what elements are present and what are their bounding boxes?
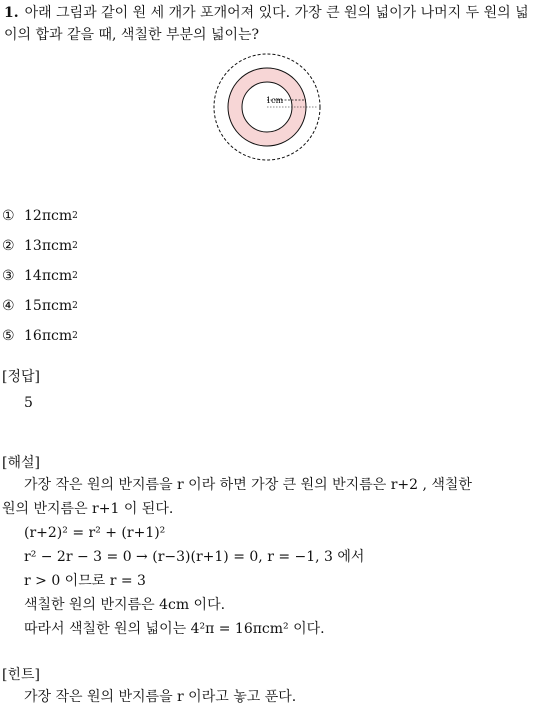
choice-value: 12πcm [24, 208, 73, 224]
choice-mark: ① [2, 208, 15, 224]
choice-value: 16πcm [24, 328, 73, 344]
solution-eq-1: (r+2)² = r² + (r+1)² [24, 525, 166, 541]
choice-value: 15πcm [24, 298, 73, 314]
hint-heading: [힌트] [2, 667, 40, 683]
hint-section [2, 664, 296, 710]
solution-eq-2: r² − 2r − 3 = 0 → (r−3)(r+1) = 0, r = −1, 3 에서 [24, 549, 365, 565]
choice-5[interactable] [2, 321, 78, 351]
choice-exponent: 2 [72, 241, 78, 251]
choice-exponent: 2 [72, 331, 78, 341]
solution-eq-5: 따라서 색칠한 원의 넓이는 4²π = 16πcm² 이다. [24, 621, 325, 637]
concentric-circles-figure [210, 52, 325, 164]
solution-heading: [해설] [2, 455, 40, 471]
choice-mark: ④ [2, 298, 15, 314]
radius-label: 1cm [266, 96, 284, 105]
solution-line-2: 원의 반지름은 r+1 이 된다. [2, 501, 174, 517]
solution-section [2, 452, 532, 642]
choice-exponent: 2 [72, 211, 78, 221]
question-number: 1. [4, 5, 19, 21]
solution-eq-3: r > 0 이므로 r = 3 [24, 573, 146, 589]
choice-value: 14πcm [24, 268, 73, 284]
solution-line-1: 가장 작은 원의 반지름을 r 이라 하면 가장 큰 원의 반지름은 r+2 , 색칠한 [24, 477, 472, 493]
hint-text: 가장 작은 원의 반지름을 r 이라고 놓고 푼다. [24, 689, 297, 705]
choices-list [2, 201, 78, 351]
choice-mark: ⑤ [2, 328, 15, 344]
solution-eq-4: 색칠한 원의 반지름은 4cm 이다. [24, 597, 226, 613]
choice-mark: ② [2, 238, 15, 254]
choice-2[interactable] [2, 231, 78, 261]
choice-3[interactable] [2, 261, 78, 291]
choice-exponent: 2 [72, 271, 78, 281]
choice-mark: ③ [2, 268, 15, 284]
choice-4[interactable] [2, 291, 78, 321]
answer-section [2, 366, 40, 416]
answer-value: 5 [24, 395, 33, 411]
choice-exponent: 2 [72, 301, 78, 311]
choice-value: 13πcm [24, 238, 73, 254]
choice-1[interactable] [2, 201, 78, 231]
question [4, 2, 532, 46]
answer-heading: [정답] [2, 369, 40, 385]
question-text: 아래 그림과 같이 원 세 개가 포개어져 있다. 가장 큰 원의 넓이가 나머지 두 원의 넓이의 합과 같을 때, 색칠한 부분의 넓이는? [4, 5, 529, 43]
